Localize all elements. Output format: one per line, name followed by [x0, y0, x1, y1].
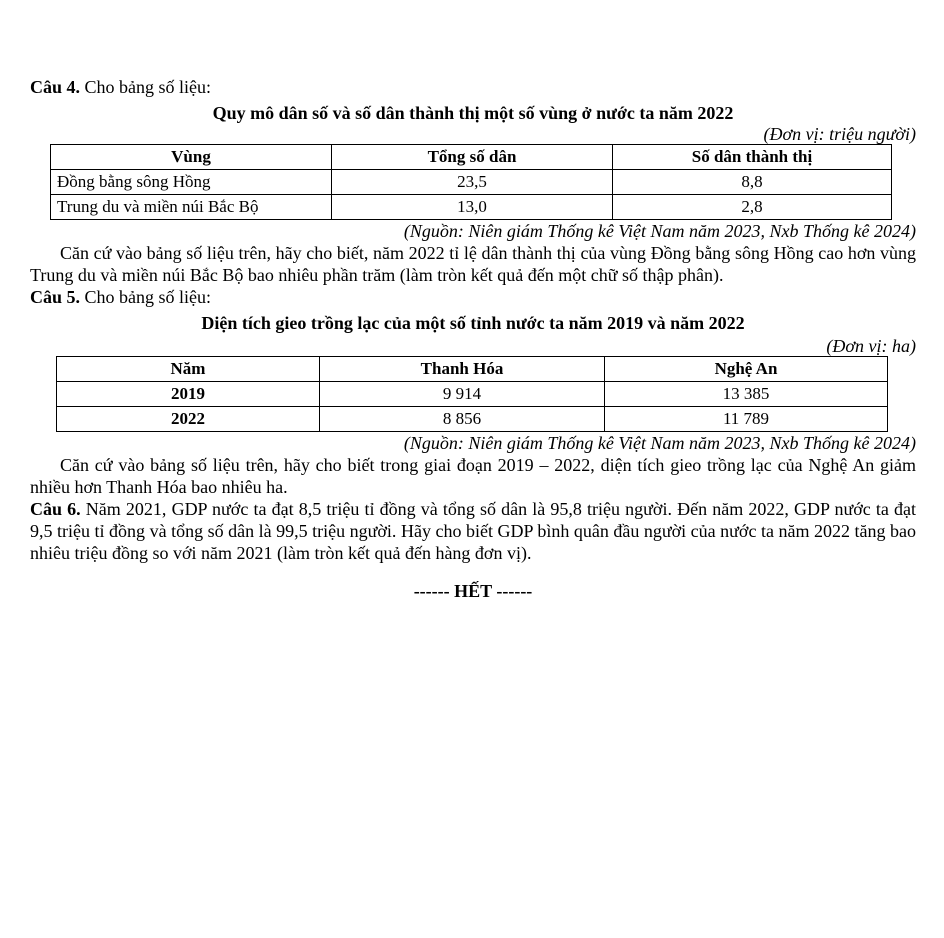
- q5-heading: [30, 286, 916, 308]
- q4-table-title: Quy mô dân số và số dân thành thị một số vùng ở nước ta năm 2022: [212, 103, 734, 123]
- q5-table-header-row: [57, 357, 888, 382]
- exam-page: [30, 76, 916, 620]
- table-cell: 2022: [57, 407, 320, 432]
- table-cell: 9 914: [320, 382, 605, 407]
- q5-header-cell: Thanh Hóa: [320, 357, 605, 382]
- q4-question: Căn cứ vào bảng số liệu trên, hãy cho biết, năm 2022 tỉ lệ dân thành thị của vùng Đồng bằng sông Hồng cao hơn vùng Trung du và miền núi Bắc Bộ bao nhiêu phần trăm (làm tròn kết quả đến một chữ số thập phân).: [30, 243, 916, 285]
- table-row: [57, 382, 888, 407]
- table-cell: 13,0: [332, 195, 613, 220]
- q6-block: [30, 498, 916, 564]
- q6-text: Năm 2021, GDP nước ta đạt 8,5 triệu tỉ đồng và tổng số dân là 95,8 triệu người. Đến năm 2022, GDP nước ta đạt 9,5 triệu tỉ đồng và tổng số dân là 99,5 triệu người. Hãy cho biết GDP bình quân đầu người của nước ta năm 2022 tăng bao nhiêu triệu đồng so với năm 2021 (làm tròn kết quả đến hàng đơn vị).: [30, 499, 916, 563]
- table-row: [57, 407, 888, 432]
- end-marker: ------ HẾT ------: [413, 581, 533, 601]
- q4-unit: (Đơn vị: triệu người): [763, 124, 916, 144]
- table-cell: Đồng bằng sông Hồng: [51, 170, 332, 195]
- table-cell: 23,5: [332, 170, 613, 195]
- table-cell: 11 789: [605, 407, 888, 432]
- table-cell: 2,8: [613, 195, 892, 220]
- table-row: [51, 195, 892, 220]
- q4-label: Câu 4.: [30, 77, 81, 97]
- q4-source: (Nguồn: Niên giám Thống kê Việt Nam năm 2023, Nxb Thống kê 2024): [403, 221, 916, 241]
- q5-intro: Cho bảng số liệu:: [84, 287, 212, 307]
- q4-table: [50, 144, 892, 220]
- q4-table-header-row: [51, 145, 892, 170]
- q4-intro: Cho bảng số liệu:: [84, 77, 212, 97]
- table-row: [51, 170, 892, 195]
- table-cell: Trung du và miền núi Bắc Bộ: [51, 195, 332, 220]
- q4-header-cell: Vùng: [51, 145, 332, 170]
- q5-table: [56, 356, 888, 432]
- q5-question: Căn cứ vào bảng số liệu trên, hãy cho biết trong giai đoạn 2019 – 2022, diện tích gieo trồng lạc của Nghệ An giảm nhiều hơn Thanh Hóa bao nhiêu ha.: [30, 455, 916, 497]
- table-cell: 8,8: [613, 170, 892, 195]
- table-cell: 2019: [57, 382, 320, 407]
- q4-header-cell: Số dân thành thị: [613, 145, 892, 170]
- q5-header-cell: Nghệ An: [605, 357, 888, 382]
- q4-header-cell: Tổng số dân: [332, 145, 613, 170]
- q5-table-title: Diện tích gieo trồng lạc của một số tỉnh nước ta năm 2019 và năm 2022: [201, 313, 745, 333]
- table-cell: 8 856: [320, 407, 605, 432]
- q5-header-cell: Năm: [57, 357, 320, 382]
- q6-label: Câu 6.: [30, 499, 81, 519]
- q5-unit: (Đơn vị: ha): [826, 336, 916, 356]
- q5-label: Câu 5.: [30, 287, 81, 307]
- q5-source: (Nguồn: Niên giám Thống kê Việt Nam năm 2023, Nxb Thống kê 2024): [403, 433, 916, 453]
- table-cell: 13 385: [605, 382, 888, 407]
- q4-heading: [30, 76, 916, 98]
